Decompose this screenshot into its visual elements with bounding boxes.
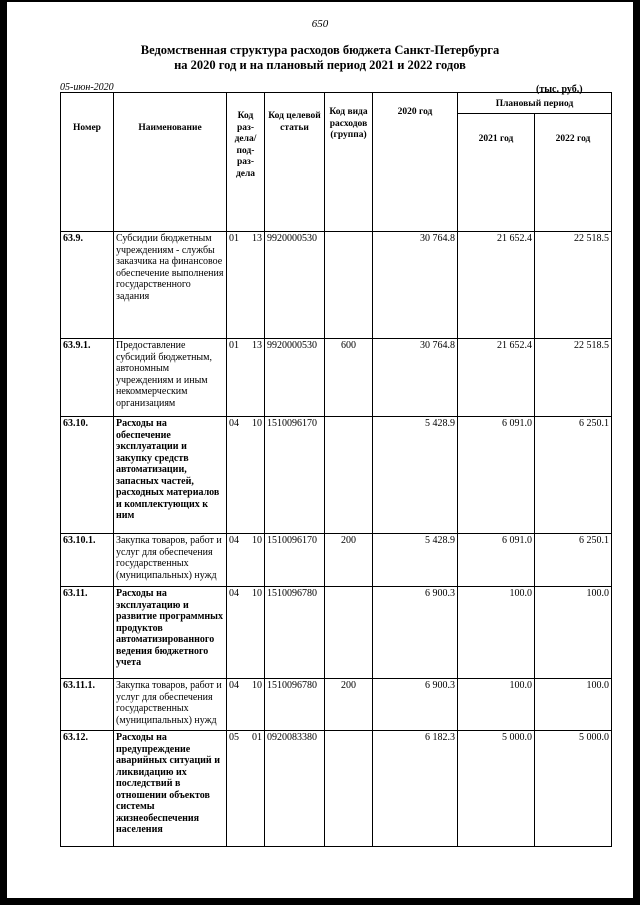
row-2021: 100.0 xyxy=(458,679,535,731)
row-subsection: 10 xyxy=(247,534,265,587)
header-2020: 2020 год xyxy=(373,93,458,232)
row-2020: 6 900.3 xyxy=(373,679,458,731)
row-number: 63.10.1. xyxy=(61,534,114,587)
document-title xyxy=(7,43,633,73)
row-target: 1510096780 xyxy=(265,679,325,731)
row-subsection: 10 xyxy=(247,417,265,534)
row-name: Предоставление субсидий бюджетным, автономным учреждениям и иным некоммерческим организациям xyxy=(114,339,227,417)
row-2022: 100.0 xyxy=(535,679,612,731)
row-section: 04 xyxy=(227,679,247,731)
budget-table xyxy=(60,92,612,847)
row-name: Закупка товаров, работ и услуг для обеспечения государственных (муниципальных) нужд xyxy=(114,534,227,587)
table-row xyxy=(61,339,612,417)
row-subsection: 10 xyxy=(247,587,265,679)
row-expense-type: 200 xyxy=(325,534,373,587)
header-2021: 2021 год xyxy=(458,114,535,232)
row-expense-type: 600 xyxy=(325,339,373,417)
page-number: 650 xyxy=(311,18,329,30)
header-section: Код раз-дела/ под-раз-дела xyxy=(227,93,265,232)
row-expense-type xyxy=(325,731,373,847)
row-section: 04 xyxy=(227,587,247,679)
row-2021: 5 000.0 xyxy=(458,731,535,847)
row-2021: 21 652.4 xyxy=(458,232,535,339)
row-2022: 100.0 xyxy=(535,587,612,679)
row-2020: 5 428.9 xyxy=(373,534,458,587)
row-2022: 5 000.0 xyxy=(535,731,612,847)
row-name: Закупка товаров, работ и услуг для обеспечения государственных (муниципальных) нужд xyxy=(114,679,227,731)
row-expense-type xyxy=(325,417,373,534)
units-label: (тыс. руб.) xyxy=(536,84,583,95)
row-section: 01 xyxy=(227,339,247,417)
header-target: Код целевой статьи xyxy=(265,93,325,232)
row-subsection: 13 xyxy=(247,232,265,339)
row-target: 9920000530 xyxy=(265,339,325,417)
row-name: Расходы на предупреждение аварийных ситуаций и ликвидацию их последствий в отношении объектов системы жизнеобеспечения населения xyxy=(114,731,227,847)
row-target: 1510096780 xyxy=(265,587,325,679)
row-2021: 6 091.0 xyxy=(458,534,535,587)
document-date: 05-июн-2020 xyxy=(60,82,114,93)
row-number: 63.9. xyxy=(61,232,114,339)
row-expense-type: 200 xyxy=(325,679,373,731)
header-expense-type: Код вида расходов (группа) xyxy=(325,93,373,232)
row-target: 9920000530 xyxy=(265,232,325,339)
row-section: 01 xyxy=(227,232,247,339)
table-row xyxy=(61,731,612,847)
table-row xyxy=(61,232,612,339)
row-section: 04 xyxy=(227,534,247,587)
row-2021: 21 652.4 xyxy=(458,339,535,417)
row-expense-type xyxy=(325,232,373,339)
row-target: 1510096170 xyxy=(265,417,325,534)
row-number: 63.11. xyxy=(61,587,114,679)
row-2020: 5 428.9 xyxy=(373,417,458,534)
table-row xyxy=(61,417,612,534)
row-number: 63.10. xyxy=(61,417,114,534)
row-2020: 6 182.3 xyxy=(373,731,458,847)
title-line-2: на 2020 год и на плановый период 2021 и 2022 годов xyxy=(174,58,466,72)
row-section: 05 xyxy=(227,731,247,847)
row-name: Субсидии бюджетным учреждениям - службы заказчика на финансовое обеспечение выполнения государственного задания xyxy=(114,232,227,339)
row-2020: 30 764.8 xyxy=(373,232,458,339)
title-line-1: Ведомственная структура расходов бюджета Санкт-Петербурга xyxy=(140,43,500,57)
row-target: 0920083380 xyxy=(265,731,325,847)
row-2022: 22 518.5 xyxy=(535,232,612,339)
row-subsection: 10 xyxy=(247,679,265,731)
row-name: Расходы на эксплуатацию и развитие программных продуктов автоматизированного ведения бюджетного учета xyxy=(114,587,227,679)
table-row xyxy=(61,679,612,731)
row-2022: 22 518.5 xyxy=(535,339,612,417)
document-page xyxy=(7,2,633,898)
row-2022: 6 250.1 xyxy=(535,417,612,534)
header-2022: 2022 год xyxy=(535,114,612,232)
row-section: 04 xyxy=(227,417,247,534)
row-expense-type xyxy=(325,587,373,679)
row-subsection: 01 xyxy=(247,731,265,847)
row-number: 63.9.1. xyxy=(61,339,114,417)
row-name: Расходы на обеспечение эксплуатации и закупку средств автоматизации, запасных частей, расходных материалов и комплектующих к ним xyxy=(114,417,227,534)
header-name: Наименование xyxy=(114,93,227,232)
row-number: 63.12. xyxy=(61,731,114,847)
row-number: 63.11.1. xyxy=(61,679,114,731)
row-2021: 6 091.0 xyxy=(458,417,535,534)
row-2020: 30 764.8 xyxy=(373,339,458,417)
row-target: 1510096170 xyxy=(265,534,325,587)
row-subsection: 13 xyxy=(247,339,265,417)
table-row xyxy=(61,587,612,679)
row-2022: 6 250.1 xyxy=(535,534,612,587)
row-2020: 6 900.3 xyxy=(373,587,458,679)
header-number: Номер xyxy=(61,93,114,232)
table-row xyxy=(61,534,612,587)
header-planned-period: Плановый период xyxy=(458,93,612,114)
row-2021: 100.0 xyxy=(458,587,535,679)
